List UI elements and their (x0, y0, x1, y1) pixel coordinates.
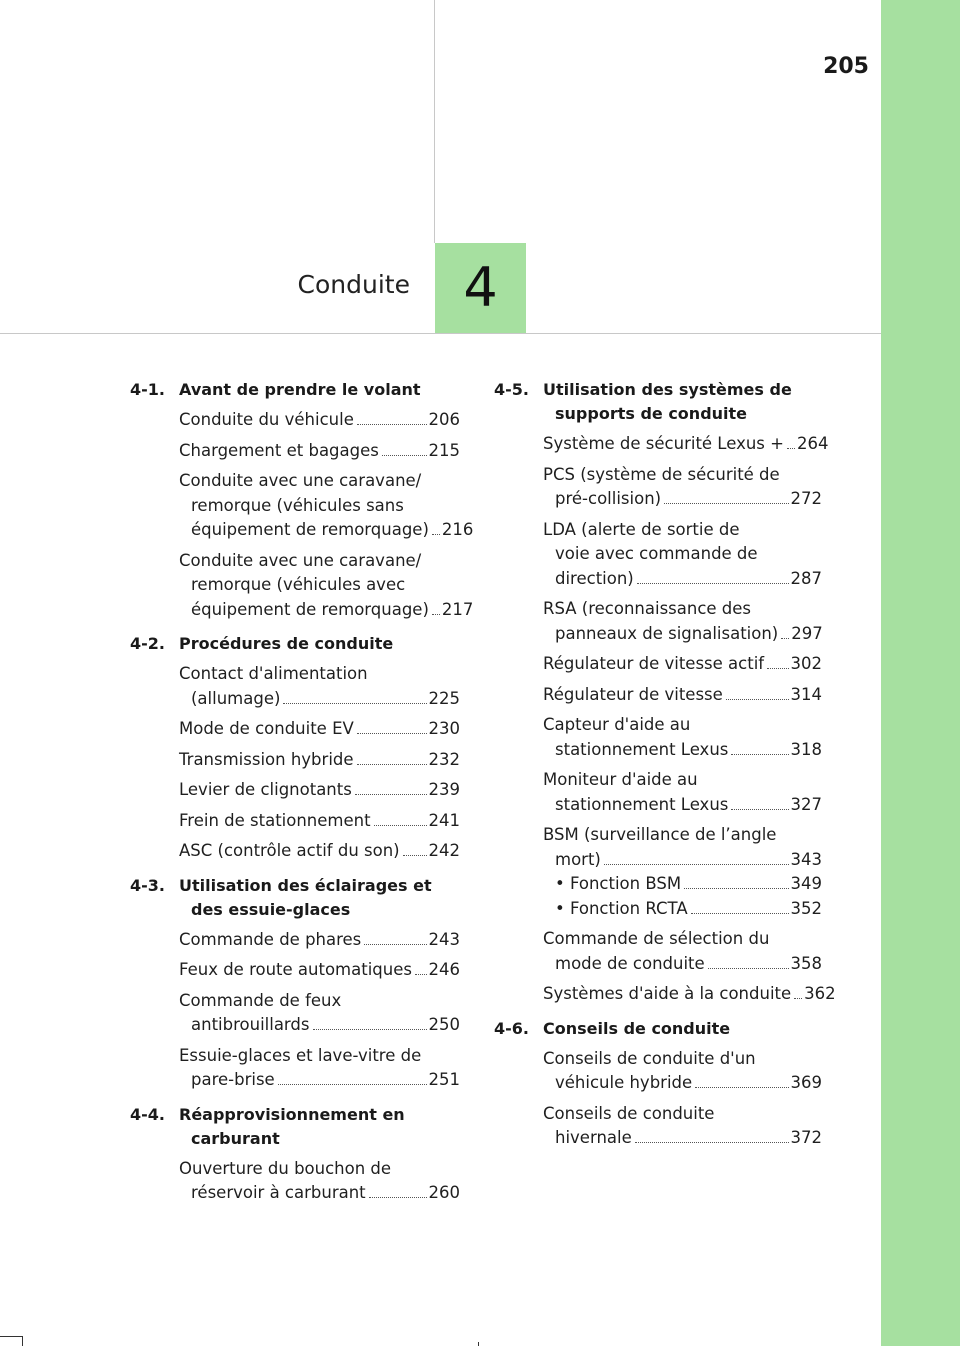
dot-leader (635, 1142, 789, 1143)
toc-entry-text: Système de sécurité Lexus + (543, 434, 784, 453)
toc-entry-line (543, 487, 822, 512)
toc-entry[interactable] (179, 662, 460, 711)
toc-page-number: 230 (428, 719, 460, 738)
dot-leader (684, 888, 788, 889)
toc-entry[interactable] (543, 597, 822, 646)
dot-leader (767, 668, 788, 669)
toc-entry-text: réservoir à carburant (191, 1183, 366, 1202)
page-number: 205 (823, 54, 869, 79)
toc-entry[interactable] (543, 1102, 822, 1151)
dot-leader (794, 998, 802, 999)
dot-leader (664, 503, 788, 504)
toc-entry-text: véhicule hybride (555, 1073, 693, 1092)
toc-page-number: 239 (428, 780, 460, 799)
toc-section-number: 4-1. (130, 380, 165, 399)
dot-leader (604, 864, 789, 865)
toc-entry[interactable] (543, 432, 829, 457)
toc-entry[interactable] (543, 823, 822, 921)
toc-page-number: 241 (428, 810, 460, 830)
toc-entry[interactable] (543, 683, 822, 708)
toc-entry[interactable] (179, 1044, 460, 1093)
toc-section (130, 1103, 460, 1206)
dot-leader (726, 699, 789, 700)
toc-entry[interactable] (179, 989, 460, 1038)
toc-entry-text: remorque (véhicules avec (191, 575, 406, 594)
toc-entry-text: Ouverture du bouchon de (179, 1158, 392, 1178)
toc-section-title (543, 378, 822, 426)
toc-section-heading (130, 632, 460, 656)
toc-section-heading (130, 874, 460, 922)
toc-page-number: 362 (804, 984, 836, 1003)
chapter-number-box: 4 (435, 243, 526, 333)
toc-entry-text: équipement de remorquage) (191, 520, 429, 539)
toc-section-title-line: Réapprovisionnement en (179, 1104, 405, 1124)
toc-sub-entry[interactable] (555, 872, 822, 897)
toc-entry[interactable] (179, 549, 474, 623)
toc-entry[interactable] (179, 469, 474, 543)
toc-entry-text: stationnement Lexus (555, 739, 729, 759)
dot-leader (781, 638, 789, 639)
dot-leader (278, 1084, 427, 1085)
toc-entry-line (543, 652, 822, 677)
toc-page-number: 369 (790, 1073, 822, 1092)
toc-page-number: 251 (428, 1070, 460, 1089)
toc-page-number: 260 (428, 1183, 460, 1202)
toc-entry-line (179, 598, 474, 623)
toc-section (130, 378, 474, 622)
toc-entry-text: remorque (véhicules sans (191, 495, 404, 515)
dot-leader (695, 1087, 788, 1088)
toc-page-number: 372 (790, 1128, 822, 1147)
dot-leader (357, 424, 427, 425)
toc-entry-text: stationnement Lexus (555, 794, 729, 814)
toc-entry-line (543, 683, 822, 708)
toc-section (494, 1017, 822, 1151)
toc-entry-text: Systèmes d'aide à la conduite (543, 984, 792, 1003)
toc-entry-line (543, 848, 822, 873)
toc-entry[interactable] (179, 408, 460, 433)
dot-leader (313, 1029, 427, 1030)
dot-leader (637, 583, 789, 584)
toc-page-number: 302 (790, 654, 822, 673)
toc-entry-text: • Fonction RCTA (555, 898, 688, 918)
toc-page-number: 242 (428, 841, 460, 860)
toc-entry[interactable] (179, 439, 460, 464)
toc-entry[interactable] (179, 958, 460, 983)
toc-entry-line (179, 778, 460, 803)
toc-entry-text: Capteur d'aide au (543, 715, 691, 734)
toc-entry-line (543, 1126, 822, 1151)
toc-section-title (179, 632, 460, 656)
dot-leader (364, 944, 426, 945)
toc-entry-text: Transmission hybride (179, 749, 354, 769)
toc-entry[interactable] (179, 1157, 460, 1206)
toc-page-number: 215 (428, 440, 460, 460)
dot-leader (283, 703, 426, 704)
dot-leader (355, 794, 427, 795)
toc-entry-text: (allumage) (191, 688, 281, 708)
toc-section-title-line: Conseils de conduite (543, 1018, 731, 1038)
dot-leader (382, 455, 427, 456)
toc-entry-line (179, 518, 474, 543)
header-divider-horizontal (0, 333, 881, 334)
toc-entry-text: BSM (surveillance de l’angle (543, 825, 777, 844)
dot-leader (374, 825, 427, 826)
toc-section-title (543, 1017, 822, 1041)
toc-section-heading (130, 378, 460, 402)
toc-section-title-line: Utilisation des éclairages et (179, 875, 432, 895)
toc-page-number: 343 (790, 849, 822, 869)
toc-entry-text: mode de conduite (555, 953, 705, 973)
toc-entry-line (179, 1068, 460, 1093)
toc-entry[interactable] (179, 928, 460, 953)
toc-entry-text: Commande de sélection du (543, 929, 770, 948)
toc-section-title (179, 874, 460, 922)
toc-entry-line (543, 952, 822, 977)
dot-leader (731, 809, 788, 810)
toc-page-number: 217 (441, 599, 474, 619)
toc-entry[interactable] (543, 1047, 822, 1096)
toc-entry[interactable] (179, 778, 460, 803)
toc-right-column (494, 378, 836, 1161)
toc-section-title-line: Utilisation des systèmes de (543, 380, 792, 399)
toc-entry-line (179, 928, 460, 953)
toc-left-column (130, 378, 474, 1216)
toc-entry[interactable] (543, 652, 822, 677)
toc-page-number: 206 (428, 410, 460, 429)
toc-page-number: 264 (796, 434, 829, 453)
toc-entry-text: LDA (alerte de sortie de (543, 519, 740, 539)
toc-entry-text: Commande de feux (179, 990, 342, 1010)
toc-entry-line (179, 717, 460, 742)
toc-entry-text: Régulateur de vitesse actif (543, 654, 765, 673)
toc-entry-text: Commande de phares (179, 929, 362, 949)
toc-entry[interactable] (543, 927, 822, 976)
dot-leader (357, 733, 427, 734)
toc-entry-line (543, 793, 822, 818)
toc-entry[interactable] (543, 768, 822, 817)
toc-section-title-line: supports de conduite (555, 404, 748, 423)
toc-entry-line (179, 1013, 460, 1038)
toc-entry-text: pré-collision) (555, 489, 662, 508)
toc-entry-text: Levier de clignotants (179, 780, 352, 799)
toc-entry-text: ASC (contrôle actif du son) (179, 841, 400, 860)
toc-section-title-line: Avant de prendre le volant (179, 380, 421, 399)
toc-sub-entry[interactable] (555, 897, 822, 922)
toc-page-number: 246 (428, 960, 460, 979)
toc-entry-text: Conseils de conduite d'un (543, 1048, 756, 1068)
toc-entry-line (543, 982, 836, 1007)
toc-entry-text: Conduite avec une caravane/ (179, 471, 422, 490)
toc-page-number: 358 (790, 953, 822, 973)
toc-entry[interactable] (179, 839, 460, 864)
toc-entry[interactable] (543, 518, 822, 592)
toc-entry-line (179, 809, 460, 834)
toc-section (130, 874, 460, 1093)
toc-entry-text: RSA (reconnaissance des (543, 599, 752, 618)
toc-section-heading (130, 1103, 460, 1151)
toc-section-title-line: Procédures de conduite (179, 634, 394, 653)
toc-entry-line (543, 567, 822, 592)
toc-entry-text: Feux de route automatiques (179, 960, 412, 979)
toc-entry-text: direction) (555, 568, 634, 588)
toc-entry-line (543, 432, 829, 457)
toc-entry-line (179, 958, 460, 983)
toc-entry-text: hivernale (555, 1128, 632, 1147)
toc-entry-line (179, 839, 460, 864)
toc-section-title (179, 378, 460, 402)
toc-section-number: 4-3. (130, 875, 165, 895)
toc-page-number: 327 (790, 794, 822, 814)
toc-page-number: 349 (790, 874, 822, 893)
toc-page-number: 352 (790, 898, 822, 918)
toc-entry-line (179, 687, 460, 712)
toc-page-number: 216 (441, 520, 474, 539)
toc-entry[interactable] (179, 717, 460, 742)
toc-entry-text: Chargement et bagages (179, 440, 379, 460)
toc-section-title-line: carburant (191, 1128, 280, 1148)
toc-page-number: 318 (790, 739, 822, 759)
dot-leader (357, 764, 427, 765)
toc-page-number: 225 (428, 688, 460, 708)
toc-section-heading (494, 378, 822, 426)
toc-section-title-line: des essuie-glaces (191, 899, 351, 919)
chapter-tab-band (881, 0, 960, 1346)
toc-entry-text: Conduite avec une caravane/ (179, 550, 422, 570)
toc-entry-text: Mode de conduite EV (179, 719, 354, 738)
toc-entry[interactable] (179, 809, 460, 834)
toc-entry-text: équipement de remorquage) (191, 599, 429, 619)
toc-section-number: 4-5. (494, 380, 529, 399)
dot-leader (432, 614, 440, 615)
dot-leader (369, 1197, 427, 1198)
toc-section-heading (494, 1017, 822, 1041)
toc-entry-line (543, 622, 822, 647)
crop-mark (0, 1336, 22, 1337)
chapter-title: Conduite (297, 270, 410, 299)
toc-entry[interactable] (543, 463, 822, 512)
header-divider-vertical (434, 0, 435, 243)
crop-mark (478, 1342, 479, 1346)
crop-mark (22, 1336, 23, 1346)
toc-entry-line (179, 748, 460, 773)
toc-entry-line (179, 1181, 460, 1206)
toc-page-number: 297 (791, 623, 823, 643)
toc-page-number: 314 (790, 684, 822, 704)
toc-page-number: 272 (790, 489, 822, 508)
toc-entry-text: Conduite du véhicule (179, 410, 354, 429)
toc-section-number: 4-4. (130, 1104, 165, 1124)
toc-entry[interactable] (543, 982, 836, 1007)
toc-page-number: 250 (428, 1015, 460, 1034)
toc-entry-text: Moniteur d'aide au (543, 770, 698, 789)
toc-page-number: 243 (428, 929, 460, 949)
toc-entry[interactable] (543, 713, 822, 762)
toc-entry-text: mort) (555, 849, 601, 869)
toc-entry-text: antibrouillards (191, 1015, 310, 1034)
toc-entry-line (543, 1071, 822, 1096)
toc-section-number: 4-6. (494, 1018, 529, 1038)
toc-entry-text: voie avec commande de (555, 544, 758, 563)
toc-entry-text: pare-brise (191, 1070, 275, 1089)
toc-entry-line (543, 738, 822, 763)
toc-entry-text: panneaux de signalisation) (555, 623, 779, 643)
toc-entry-text: Essuie-glaces et lave-vitre de (179, 1045, 422, 1065)
toc-section-number: 4-2. (130, 634, 165, 653)
toc-entry[interactable] (179, 748, 460, 773)
toc-entry-text: Contact d'alimentation (179, 664, 368, 683)
toc-page-number: 232 (428, 749, 460, 769)
toc-entry-text: PCS (système de sécurité de (543, 464, 780, 484)
dot-leader (708, 968, 789, 969)
dot-leader (691, 913, 789, 914)
toc-entry-line (179, 408, 460, 433)
toc-entry-text: • Fonction BSM (555, 874, 682, 893)
toc-section (494, 378, 836, 1007)
dot-leader (415, 974, 427, 975)
toc-entry-text: Conseils de conduite (543, 1103, 715, 1123)
toc-entry-line (179, 439, 460, 464)
toc-section (130, 632, 460, 864)
toc-page-number: 287 (790, 568, 822, 588)
dot-leader (787, 448, 795, 449)
dot-leader (731, 754, 788, 755)
toc-entry-text: Régulateur de vitesse (543, 684, 723, 704)
toc-entry-text: Frein de stationnement (179, 810, 371, 830)
dot-leader (403, 855, 427, 856)
dot-leader (432, 534, 440, 535)
toc-section-title (179, 1103, 460, 1151)
